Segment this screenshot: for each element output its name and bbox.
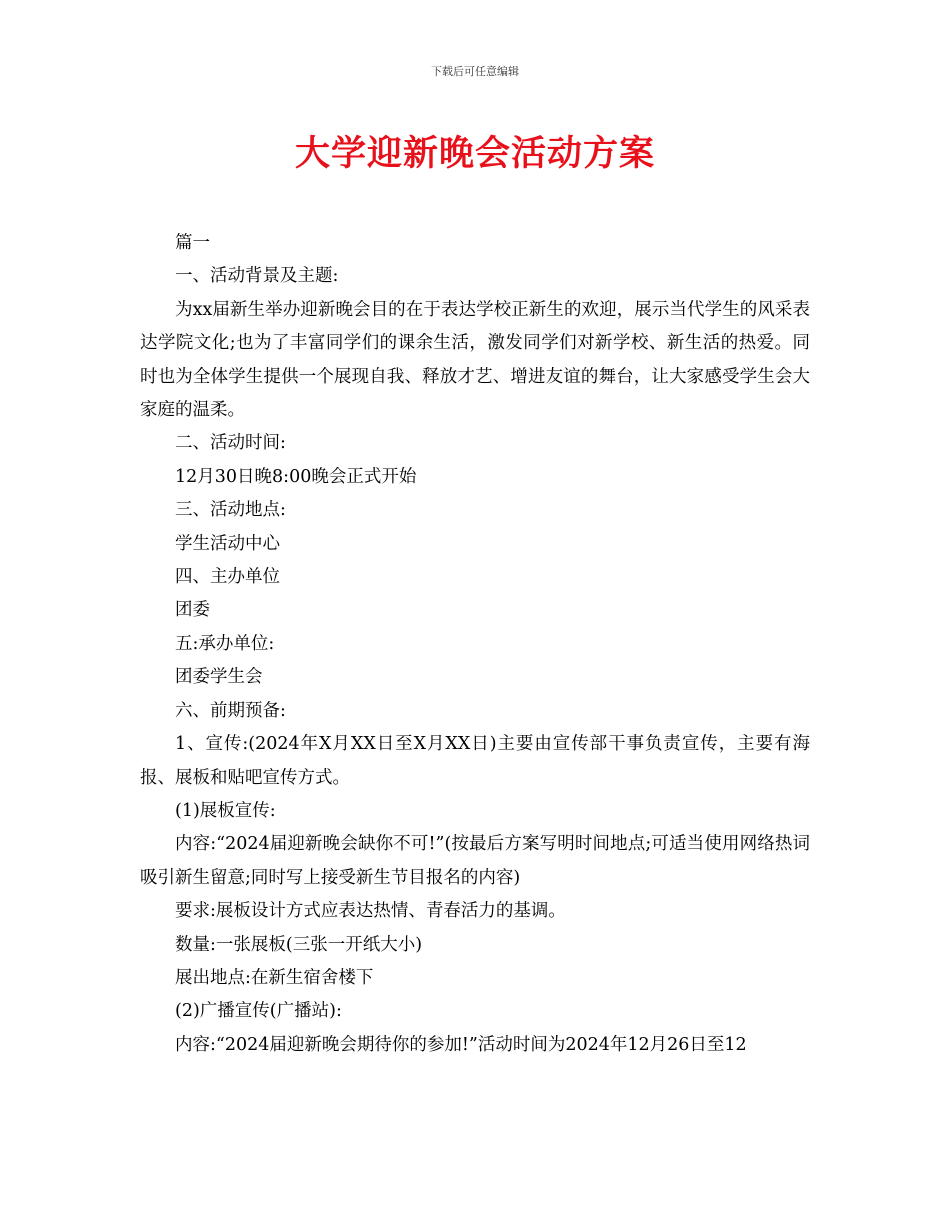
paragraph-board-location: 展出地点:在新生宿舍楼下 — [175, 967, 374, 988]
heading-organizer: 四、主办单位 — [175, 567, 280, 588]
paragraph-board-content: 内容:“2024届迎新晚会缺你不可!”(按最后方案写明时间地点;可适当使用网络热词吸引新生留意;同时写上接受新生节目报名的内容) — [140, 834, 810, 888]
document-body — [140, 227, 810, 1062]
paragraph-co-organizer: 团委学生会 — [175, 667, 263, 688]
heading-background: 一、活动背景及主题: — [175, 266, 339, 287]
paragraph-publicity: 1、宣传:(2024年X月XX日至X月XX日)主要由宣传部干事负责宣传，主要有海报、展板和贴吧宣传方式。 — [140, 734, 810, 788]
document-title: 大学迎新晚会活动方案 — [294, 133, 655, 174]
paragraph-organizer: 团委 — [175, 600, 210, 621]
heading-preparation: 六、前期预备: — [175, 700, 286, 721]
paragraph-board-quantity: 数量:一张展板(三张一开纸大小) — [175, 934, 423, 955]
heading-time: 二、活动时间: — [175, 433, 286, 454]
heading-location: 三、活动地点: — [175, 500, 286, 521]
paragraph-time: 12月30日晚8:00晚会正式开始 — [175, 466, 417, 487]
paragraph-background: 为xx届新生举办迎新晚会目的在于表达学校正新生的欢迎，展示当代学生的风采表达学院文化;也为了丰富同学们的课余生活，激发同学们对新学校、新生活的热爱。同时也为全体学生提供一个展现自我、释放才艺、增进友谊的舞台，让大家感受学生会大家庭的温柔。 — [140, 299, 810, 421]
page-header: 下载后可任意编辑 — [431, 65, 519, 78]
heading-board-publicity: (1)展板宣传: — [175, 800, 276, 821]
heading-co-organizer: 五:承办单位: — [175, 633, 275, 654]
heading-radio-publicity: (2)广播宣传(广播站): — [175, 1001, 342, 1022]
paragraph-board-requirement: 要求:展板设计方式应表达热情、青春活力的基调。 — [175, 901, 566, 922]
paragraph-radio-content: 内容:“2024届迎新晚会期待你的参加!”活动时间为2024年12月26日至12 — [175, 1034, 747, 1055]
section-label: 篇一 — [175, 233, 210, 253]
paragraph-location: 学生活动中心 — [175, 533, 280, 554]
